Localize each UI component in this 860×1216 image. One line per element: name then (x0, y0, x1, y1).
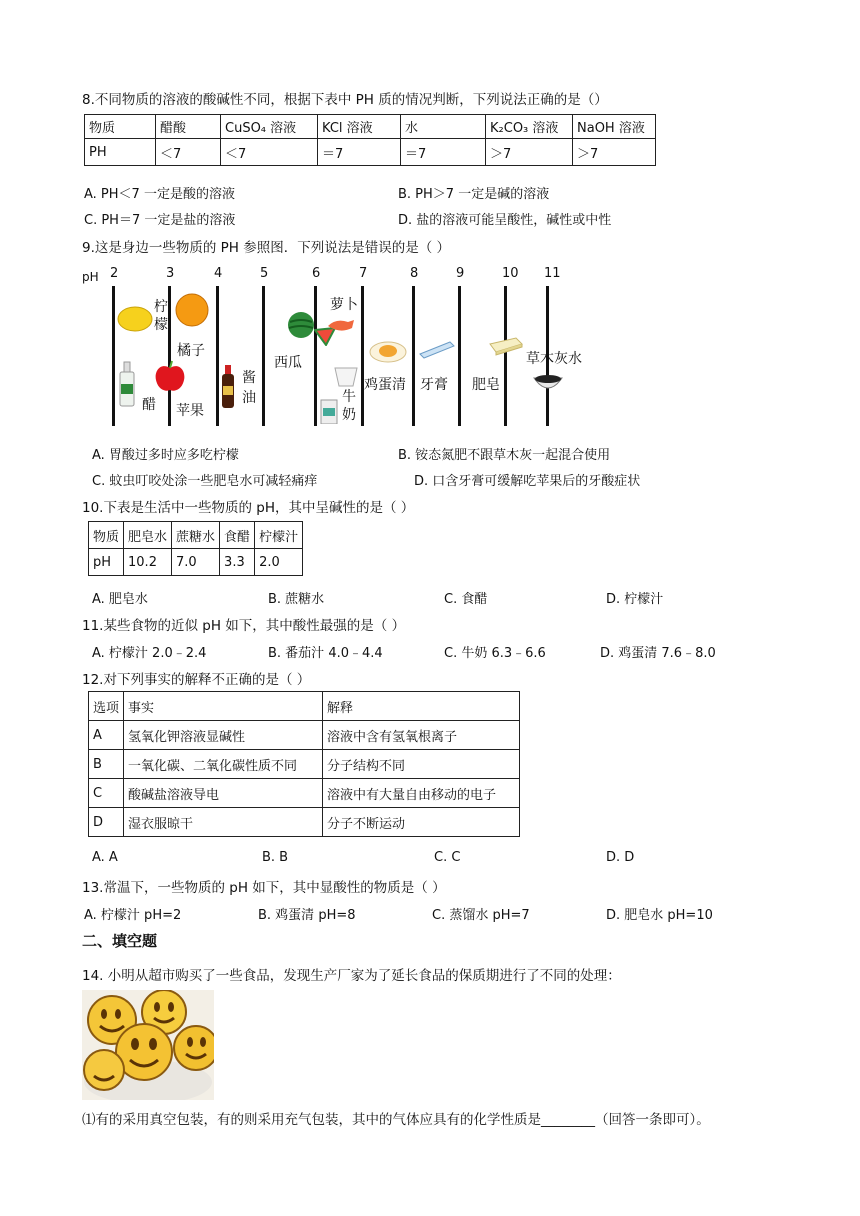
ph-tick-label: 2 (110, 266, 119, 281)
label-apple: 苹果 (176, 403, 204, 419)
ph-line-2 (112, 286, 115, 426)
q10-table (88, 521, 303, 576)
q8-option-d[interactable]: D. 盐的溶液可能呈酸性，碱性或中性 (398, 213, 612, 228)
ph-tick-label: 5 (260, 266, 269, 281)
table-row: 物质 肥皂水 蔗糖水 食醋 柠檬汁 (89, 522, 303, 549)
egg-icon (368, 336, 408, 364)
q9-option-b[interactable]: B. 铵态氮肥不跟草木灰一起混合使用 (398, 448, 611, 463)
q9-option-a[interactable]: A. 胃酸过多时应多吃柠檬 (92, 448, 239, 463)
q10-stem: 10.下表是生活中一些物质的 pH，其中呈碱性的是（ ） (82, 500, 415, 516)
label-radish: 萝卜 (330, 297, 358, 313)
ph-line-10 (504, 286, 507, 426)
bowl-icon (532, 370, 564, 396)
q10-option-b[interactable]: B. 蔗糖水 (268, 592, 325, 607)
ph-tick-label: 11 (544, 266, 561, 281)
q9-option-c[interactable]: C. 蚊虫叮咬处涂一些肥皂水可减轻痛痒 (92, 474, 318, 489)
label-milk: 牛奶 (342, 389, 356, 423)
q11-stem: 11.某些食物的近似 pH 如下，其中酸性最强的是（ ） (82, 618, 406, 634)
vinegar-bottle-icon (118, 360, 136, 408)
q10-option-c[interactable]: C. 食醋 (444, 592, 488, 607)
table-row: pH 10.2 7.0 3.3 2.0 (89, 549, 303, 576)
radish-icon (326, 316, 356, 336)
ph-tick-label: 7 (359, 266, 368, 281)
q13-option-c[interactable]: C. 蒸馏水 pH=7 (432, 908, 530, 923)
q10-option-d[interactable]: D. 柠檬汁 (606, 592, 664, 607)
table-row: A 氢氧化钾溶液显碱性 溶液中含有氢氧根离子 (89, 721, 520, 750)
milk-cup-icon (332, 364, 360, 388)
ph-tick-label: 6 (312, 266, 321, 281)
table-row: 物质 醋酸 CuSO₄ 溶液 KCl 溶液 水 K₂CO₃ 溶液 NaOH 溶液 (85, 115, 656, 139)
table-row: C 酸碱盐溶液导电 溶液中有大量自由移动的电子 (89, 779, 520, 808)
ph-line-9 (458, 286, 461, 426)
ph-tick-label: 8 (410, 266, 419, 281)
label-plant-ash-water: 草木灰水 (526, 351, 582, 367)
label-egg-white: 鸡蛋清 (364, 377, 406, 393)
label-soy-sauce: 酱油 (242, 370, 256, 406)
table-row: PH ＜7 ＜7 ＝7 ＝7 ＞7 ＞7 (85, 139, 656, 166)
toothpaste-icon (418, 338, 458, 360)
q9-stem: 9.这是身边一些物质的 PH 参照图．下列说法是错误的是（ ） (82, 240, 451, 256)
q8-table (84, 114, 656, 166)
q8-stem: 8.不同物质的溶液的酸碱性不同，根据下表中 PH 质的情况判断，下列说法正确的是（） (82, 92, 608, 108)
q12-option-c[interactable]: C. C (434, 850, 461, 865)
table-row: D 湿衣服晾干 分子不断运动 (89, 808, 520, 837)
watermelon-icon (286, 310, 316, 340)
ph-line-6 (314, 286, 317, 426)
label-toothpaste: 牙膏 (420, 377, 448, 393)
q12-option-d[interactable]: D. D (606, 850, 635, 865)
milk-carton-icon (320, 394, 338, 424)
apple-icon (152, 360, 188, 394)
q11-option-a[interactable]: A. 柠檬汁 2.0﹣2.4 (92, 646, 207, 661)
q13-option-b[interactable]: B. 鸡蛋清 pH=8 (258, 908, 356, 923)
soap-icon (488, 336, 524, 356)
q11-option-c[interactable]: C. 牛奶 6.3﹣6.6 (444, 646, 546, 661)
soy-sauce-bottle-icon (220, 364, 236, 410)
ph-line-7 (361, 286, 364, 426)
q10-option-a[interactable]: A. 肥皂水 (92, 592, 148, 607)
q12-stem: 12.对下列事实的解释不正确的是（ ） (82, 672, 311, 688)
q13-stem: 13.常温下，一些物质的 pH 如下，其中显酸性的物质是（ ） (82, 880, 446, 896)
ph-axis-label: pH (82, 270, 99, 284)
ph-reference-chart (80, 264, 600, 430)
table-row: 选项 事实 解释 (89, 692, 520, 721)
q13-option-d[interactable]: D. 肥皂水 pH=10 (606, 908, 713, 923)
q12-table (88, 691, 520, 837)
q11-option-d[interactable]: D. 鸡蛋清 7.6﹣8.0 (600, 646, 716, 661)
label-lemon: 柠檬 (154, 299, 168, 333)
label-watermelon: 西瓜 (274, 355, 302, 371)
q8-option-a[interactable]: A. PH＜7 一定是酸的溶液 (84, 187, 235, 202)
section-title: 二、填空题 (82, 932, 158, 950)
ph-tick-label: 9 (456, 266, 465, 281)
smiley-cookies-image (82, 990, 214, 1100)
table-row: B 一氧化碳、二氧化碳性质不同 分子结构不同 (89, 750, 520, 779)
q14-stem: 14. 小明从超市购买了一些食品，发现生产厂家为了延长食品的保质期进行了不同的处理： (82, 968, 621, 984)
q11-option-b[interactable]: B. 番茄汁 4.0﹣4.4 (268, 646, 383, 661)
label-soap: 肥皂 (472, 377, 500, 393)
q9-option-d[interactable]: D. 口含牙膏可缓解吃苹果后的牙酸症状 (414, 474, 641, 489)
ph-line-4 (216, 286, 219, 426)
q8-option-c[interactable]: C. PH＝7 一定是盐的溶液 (84, 213, 236, 228)
q8-option-b[interactable]: B. PH＞7 一定是碱的溶液 (398, 187, 550, 202)
q12-option-a[interactable]: A. A (92, 850, 118, 865)
label-vinegar: 醋 (142, 397, 156, 413)
ph-tick-label: 4 (214, 266, 223, 281)
lemon-icon (116, 304, 154, 334)
ph-tick-label: 3 (166, 266, 175, 281)
ph-tick-label: 10 (502, 266, 519, 281)
q13-option-a[interactable]: A. 柠檬汁 pH=2 (84, 908, 182, 923)
ph-line-5 (262, 286, 265, 426)
q14-sub1: ⑴有的采用真空包装，有的则采用充气包装，其中的气体应具有的化学性质是________（回答一条即可）。 (82, 1112, 710, 1128)
q12-option-b[interactable]: B. B (262, 850, 289, 865)
ph-line-8 (412, 286, 415, 426)
orange-icon (174, 292, 210, 328)
label-orange: 橘子 (177, 343, 205, 359)
